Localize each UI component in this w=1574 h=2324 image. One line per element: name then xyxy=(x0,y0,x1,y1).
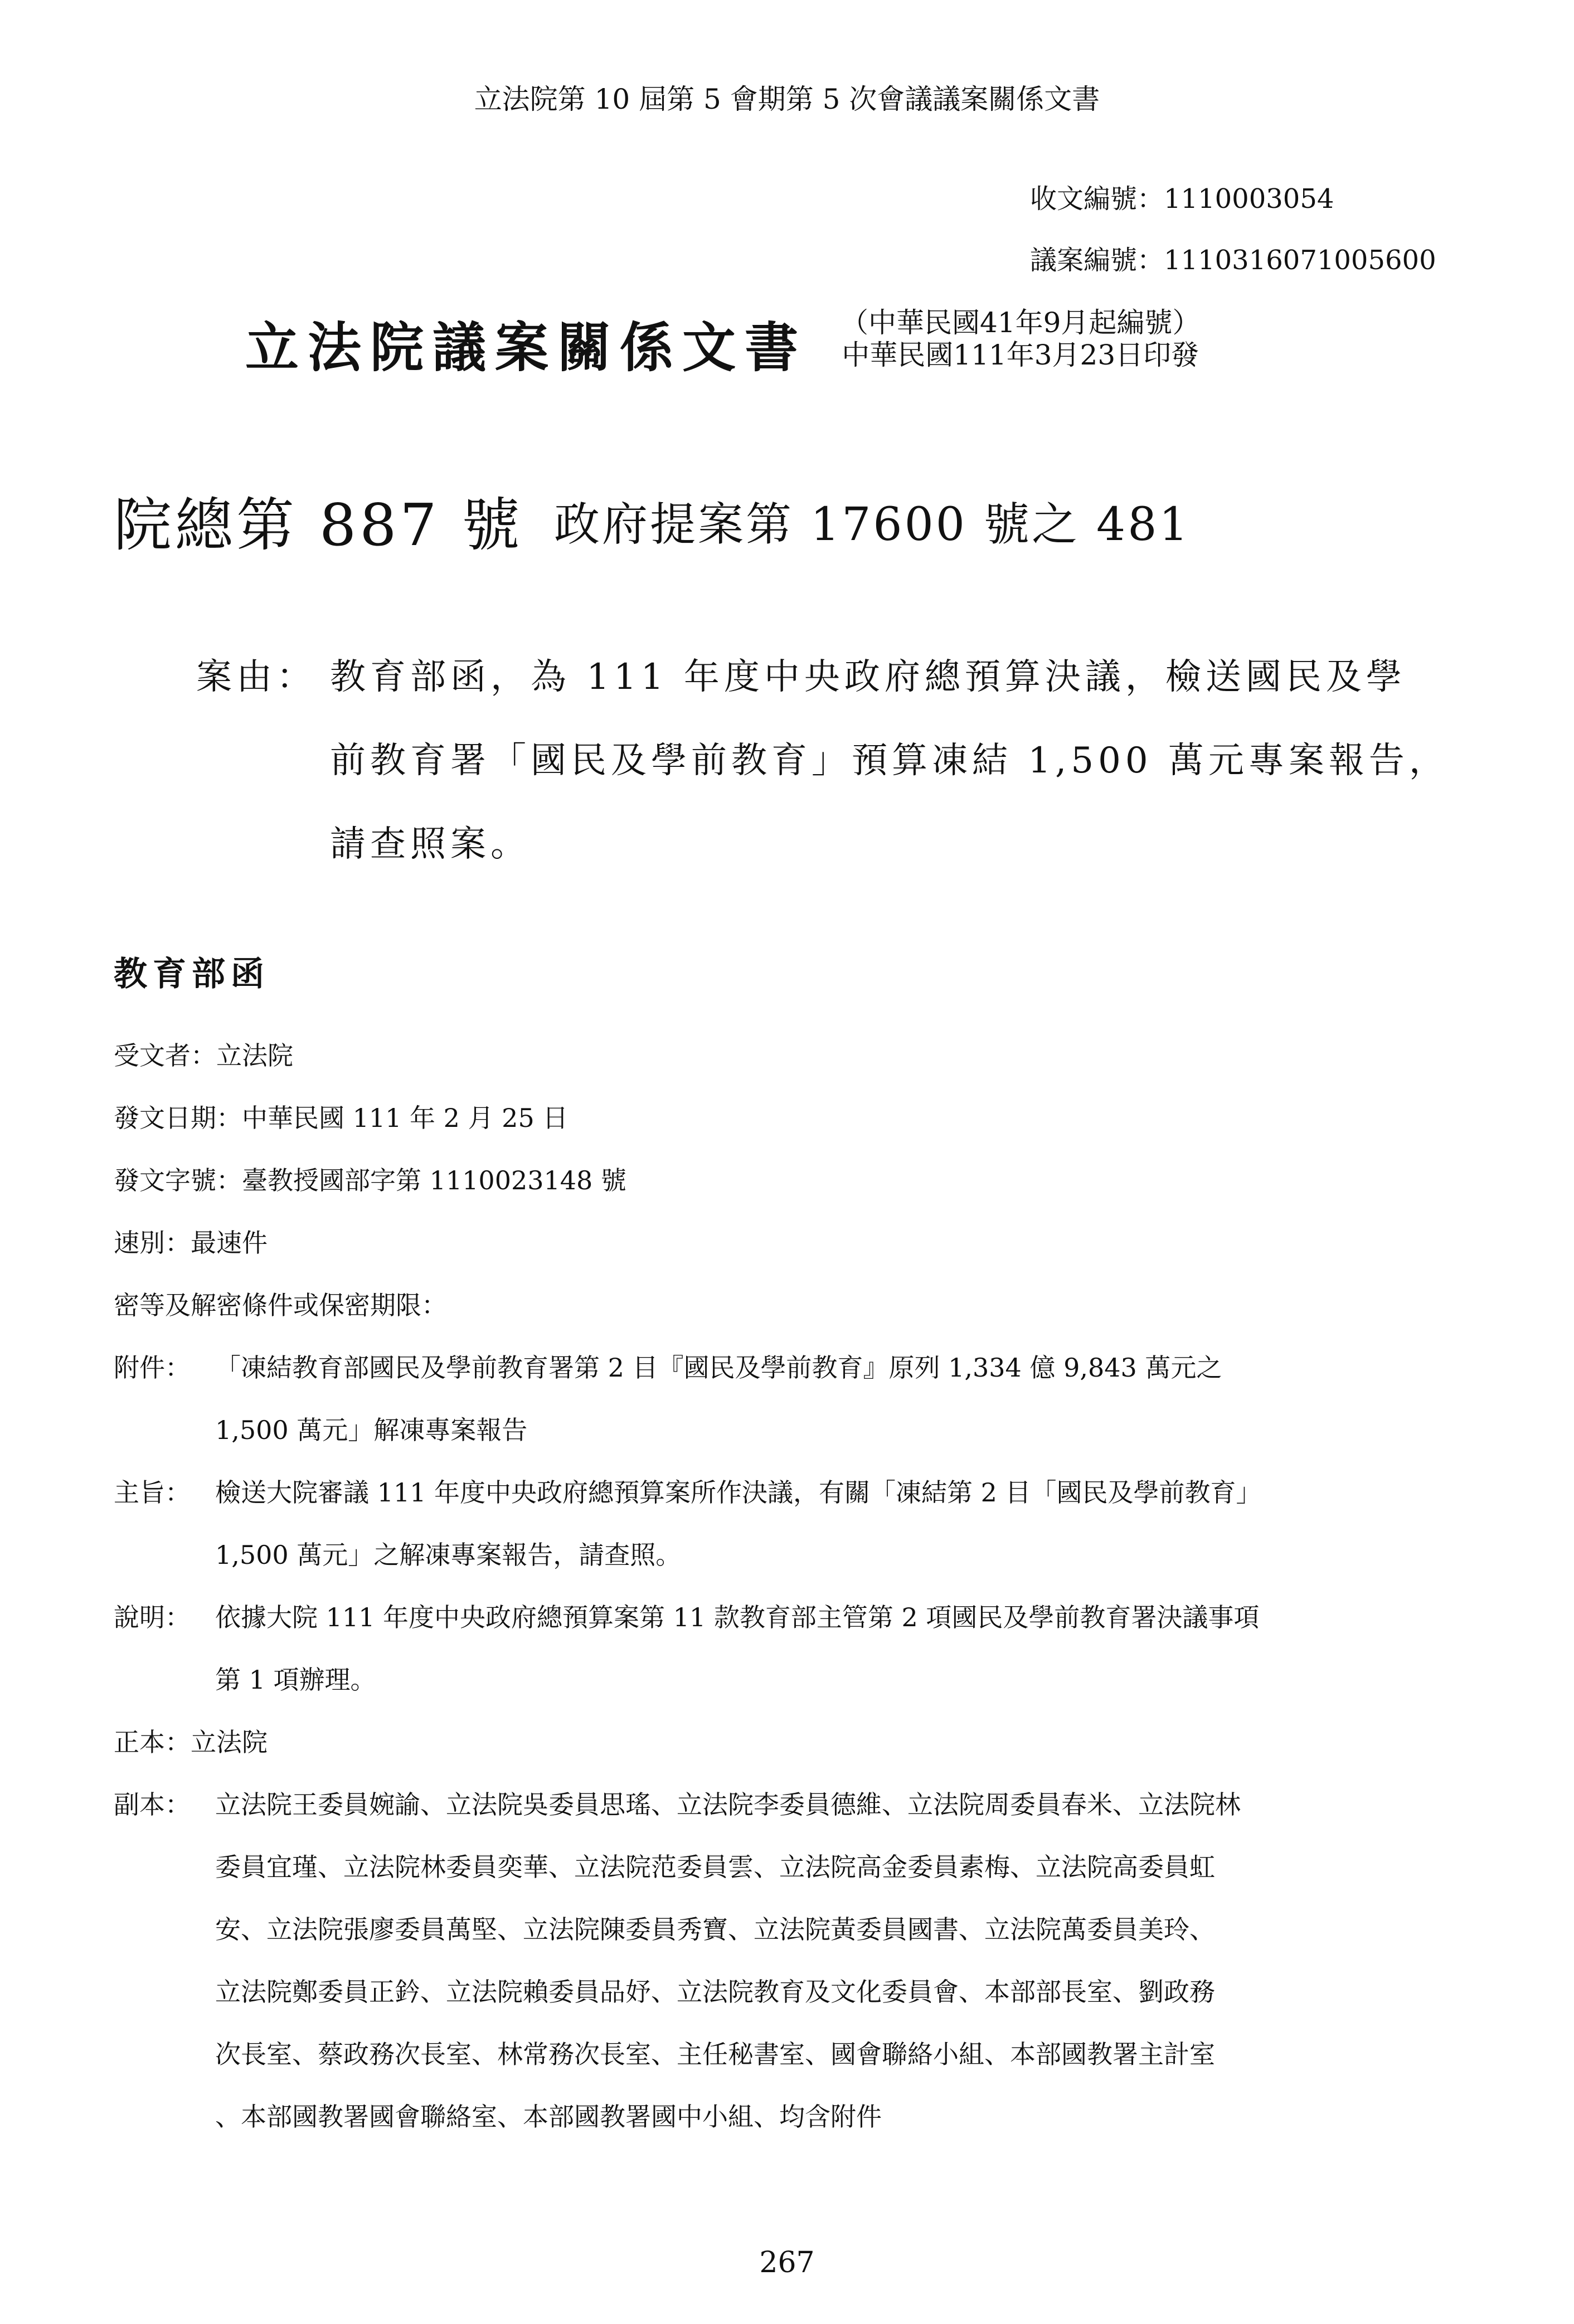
explanation-field xyxy=(114,1586,1490,1711)
document-title: 立法院議案關係文書 xyxy=(245,316,807,379)
attachment-body xyxy=(215,1336,1490,1461)
copies-line: 立法院鄭委員正鈐、立法院賴委員品妤、立法院教育及文化委員會、本部部長室、劉政務 xyxy=(215,1977,1215,2007)
subject-body xyxy=(330,635,1478,886)
original-recipient-field: 正本：立法院 xyxy=(114,1727,268,1757)
copies-line: 立法院王委員婉諭、立法院吳委員思瑤、立法院李委員德維、立法院周委員春米、立法院林 xyxy=(215,1790,1241,1820)
attachment-label: 附件： xyxy=(114,1353,191,1383)
secrecy-field: 密等及解密條件或保密期限： xyxy=(114,1290,447,1320)
session-header: 立法院第 10 屆第 5 會期第 5 次會議議案關係文書 xyxy=(474,83,1100,115)
subject-line: 請查照案。 xyxy=(330,824,531,865)
explanation-label: 說明： xyxy=(114,1602,191,1632)
explanation-line: 依據大院 111 年度中央政府總預算案第 11 款教育部主管第 2 項國民及學前教育署決議事項 xyxy=(215,1602,1260,1632)
subject-block xyxy=(196,635,1478,886)
recipient-field: 受文者：立法院 xyxy=(114,1041,293,1071)
edition-note-line-1: （中華民國41年9月起編號） xyxy=(841,307,1201,339)
speed-field: 速別：最速件 xyxy=(114,1228,268,1258)
subject-line: 教育部函，為 111 年度中央政府總預算決議，檢送國民及學 xyxy=(330,657,1406,698)
edition-note-line-2: 中華民國111年3月23日印發 xyxy=(842,339,1199,371)
letter-fields xyxy=(114,1024,1490,2148)
letter-title: 教育部函 xyxy=(114,955,270,994)
issue-date-field: 發文日期：中華民國 111 年 2 月 25 日 xyxy=(114,1103,569,1133)
purpose-field xyxy=(114,1461,1490,1586)
copies-field xyxy=(114,1773,1490,2148)
receipt-number: 收文編號：1110003054 xyxy=(1030,183,1334,215)
explanation-line: 第 1 項辦理。 xyxy=(215,1665,376,1695)
attachment-field xyxy=(114,1336,1490,1461)
attachment-line: 1,500 萬元」解凍專案報告 xyxy=(215,1415,528,1445)
purpose-line: 1,500 萬元」之解凍專案報告，請查照。 xyxy=(215,1540,682,1570)
copies-line: 次長室、蔡政務次長室、林常務次長室、主任秘書室、國會聯絡小組、本部國教署主計室 xyxy=(215,2039,1215,2069)
copies-line: 委員宜瑾、立法院林委員奕華、立法院范委員雲、立法院高金委員素梅、立法院高委員虹 xyxy=(215,1852,1215,1882)
edition-note xyxy=(841,307,1200,371)
attachment-line: 「凍結教育部國民及學前教育署第 2 目『國民及學前教育』原列 1,334 億 9,843 萬元之 xyxy=(215,1353,1222,1383)
document-number-field: 發文字號：臺教授國部字第 1110023148 號 xyxy=(114,1165,626,1195)
page-number: 267 xyxy=(759,2246,815,2279)
purpose-label: 主旨： xyxy=(114,1477,191,1508)
copies-line: 、本部國教署國會聯絡室、本部國教署國中小組、均含附件 xyxy=(215,2102,882,2132)
bill-number: 議案編號：1110316071005600 xyxy=(1030,245,1436,276)
subject-label: 案由： xyxy=(196,657,317,698)
purpose-body xyxy=(215,1461,1490,1586)
copies-label: 副本： xyxy=(114,1790,191,1820)
proposal-number: 政府提案第 17600 號之 481 xyxy=(554,498,1191,551)
explanation-body xyxy=(215,1586,1490,1711)
general-number: 院總第 887 號 xyxy=(114,491,523,559)
subject-line: 前教育署「國民及學前教育」預算凍結 1,500 萬元專案報告， xyxy=(330,740,1449,781)
purpose-line: 檢送大院審議 111 年度中央政府總預算案所作決議，有關「凍結第 2 目「國民及學前教育」 xyxy=(215,1477,1262,1508)
copies-line: 安、立法院張廖委員萬堅、立法院陳委員秀寶、立法院黃委員國書、立法院萬委員美玲、 xyxy=(215,1914,1215,1944)
copies-body xyxy=(215,1773,1490,2148)
